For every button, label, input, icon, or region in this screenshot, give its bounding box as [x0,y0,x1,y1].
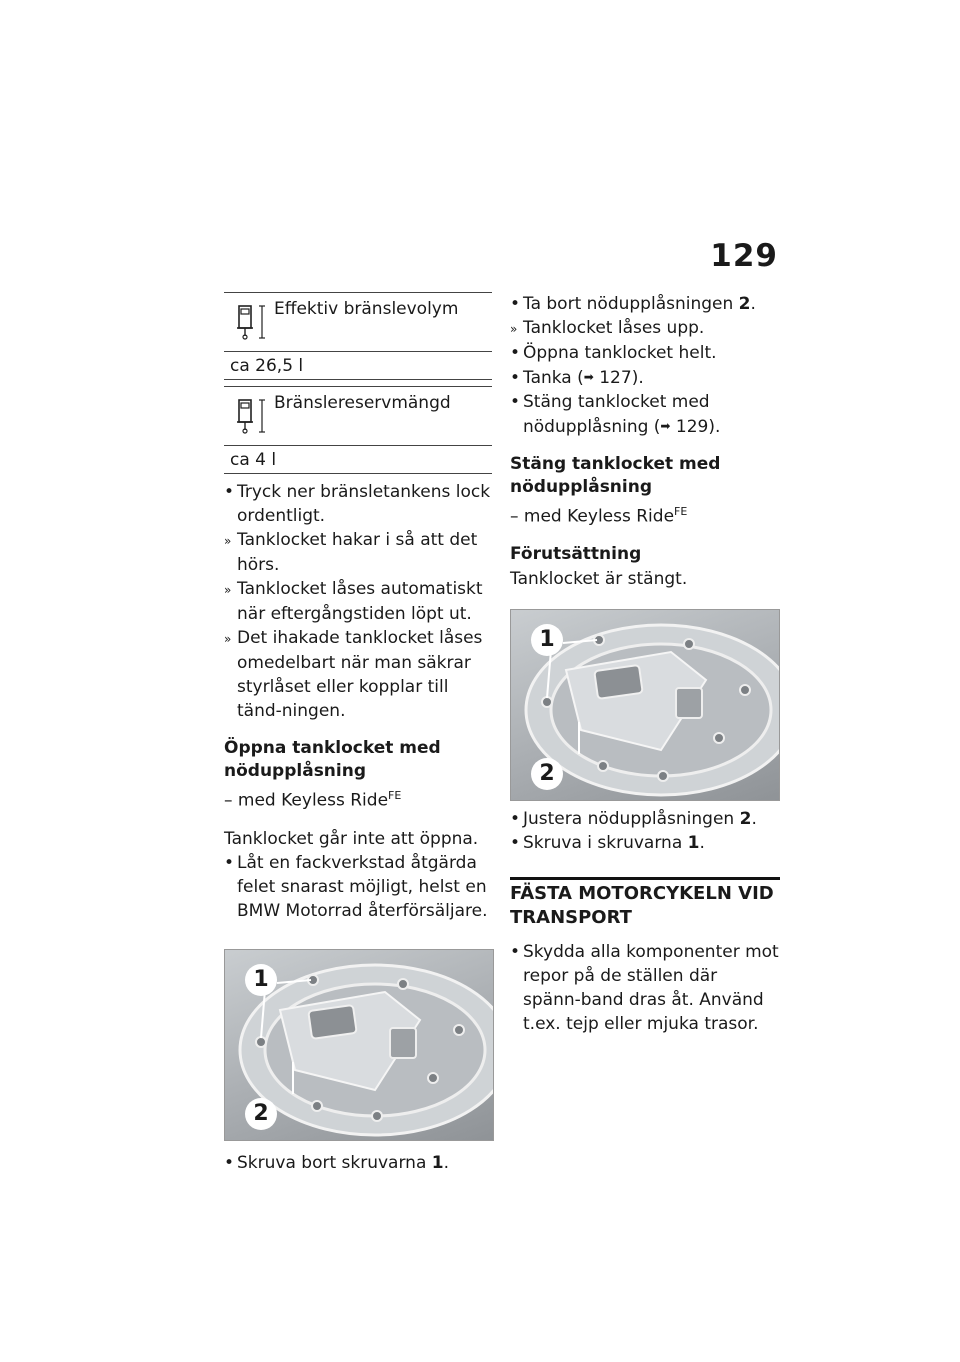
keyless-text: – med Keyless Ride [224,790,389,811]
keyless-sup: FE [674,505,688,518]
step-text: Skydda alla komponenter mot repor på de ställen där spänn-band dras åt. Använd t.ex. tejp eller mjuka trasor. [523,941,779,1034]
subheading: Stäng tanklocket med nödupplåsning [510,454,721,497]
step-text: Öppna tanklocket helt. [523,343,717,363]
section-heading: FÄSTA MOTORCYKELN VID TRANSPORT [510,877,780,930]
left-column [224,292,492,1175]
bullet-mark: • [224,1152,235,1173]
callout-2: 2 [245,1098,277,1130]
spec-head [224,387,492,446]
keyless-sup: FE [388,789,402,802]
step-text: Tryck ner bränsletankens lock ordentligt. [237,482,491,526]
callout-ref: 1 [431,1152,444,1173]
step-suffix: . [750,294,756,314]
page-ref-link[interactable]: 127 [599,368,632,388]
step-item [510,940,780,1036]
spec-head [224,293,492,352]
fuel-cap-figure [224,949,494,1141]
spec-value: ca 4 l [230,450,277,470]
spec-value: ca 26,5 l [230,356,304,376]
step-suffix: . [751,808,757,829]
result-item [224,528,492,577]
step-suffix: . [443,1152,450,1173]
result-text: Tanklocket låses automatiskt när eftergångstiden löpt ut. [237,579,483,624]
fuel-cap-figure [510,609,780,801]
callout-1: 1 [531,624,563,656]
step-item [510,390,780,439]
keyless-note [224,784,492,813]
fuel-pump-icon [236,394,266,434]
result-mark: » [510,322,518,336]
result-item [510,316,780,341]
step-suffix: ). [631,368,644,388]
result-text: Tanklocket hakar i så att det hörs. [237,530,478,575]
bullet-mark: • [510,941,521,962]
callout-ref: 2 [738,294,751,314]
fuel-pump-icon [236,300,266,340]
step-text: Skruva i skruvarna [523,832,688,853]
step-item [224,480,492,528]
callout-2: 2 [531,758,563,790]
keyless-note [510,500,780,529]
result-text: Tanklocket låses upp. [523,318,705,338]
step-text: Justera nödupplåsningen [523,808,740,829]
subheading: Öppna tanklocket med nödupplåsning [224,738,441,781]
step-text: Låt en fackverkstad åtgärda felet snarast möjligt, helst en BMW Motorrad återförsäljare. [237,852,488,921]
step-text: Tanka ( [523,368,584,388]
bullet-mark: • [510,808,521,829]
spec-box-fuel-volume [224,292,492,380]
bullet-mark: • [510,368,521,388]
step-suffix: ). [708,417,721,437]
result-mark: » [224,632,232,646]
callout-1: 1 [245,964,277,996]
bullet-mark: • [510,343,521,363]
result-mark: » [224,583,232,597]
result-text: Det ihakade tanklocket låses omedelbart när man säkrar styrlåset eller kopplar till tänd-ningen. [237,628,483,721]
result-item [224,626,492,723]
page-ref-arrow-icon: ➡ [583,370,594,384]
callout-ref: 1 [687,832,700,853]
step-text: Skruva bort skruvarna [237,1152,432,1173]
step-suffix: . [699,832,705,853]
step-item [510,341,780,365]
bullet-mark: • [510,294,521,314]
bullet-mark: • [224,852,235,873]
step-item [510,831,780,855]
result-mark: » [224,534,232,548]
spec-label: Effektiv bränslevolym [274,299,459,319]
page-ref-arrow-icon: ➡ [660,419,671,433]
bullet-mark: • [510,832,521,853]
step-item [510,292,780,316]
spec-label: Bränslereservmängd [274,393,451,413]
page-number: 129 [710,238,778,274]
step-item [224,851,492,923]
right-column [510,292,780,1036]
step-item [510,365,780,390]
page-ref-link[interactable]: 129 [675,417,709,437]
spec-box-fuel-reserve [224,386,492,474]
result-item [224,577,492,626]
keyless-text: – med Keyless Ride [510,506,675,527]
step-text: Ta bort nödupplåsningen [523,294,739,314]
step-item [510,807,780,831]
step-item [224,1151,492,1175]
bullet-mark: • [224,482,235,502]
precondition-heading: Förutsättning [510,543,642,564]
callout-ref: 2 [739,808,752,829]
precondition-text: Tanklocket är stängt. [510,568,688,589]
step-text: Stäng tanklocket med nödupplåsning ( [523,392,710,437]
paragraph: Tanklocket går inte att öppna. [224,828,479,849]
bullet-mark: • [510,392,521,412]
